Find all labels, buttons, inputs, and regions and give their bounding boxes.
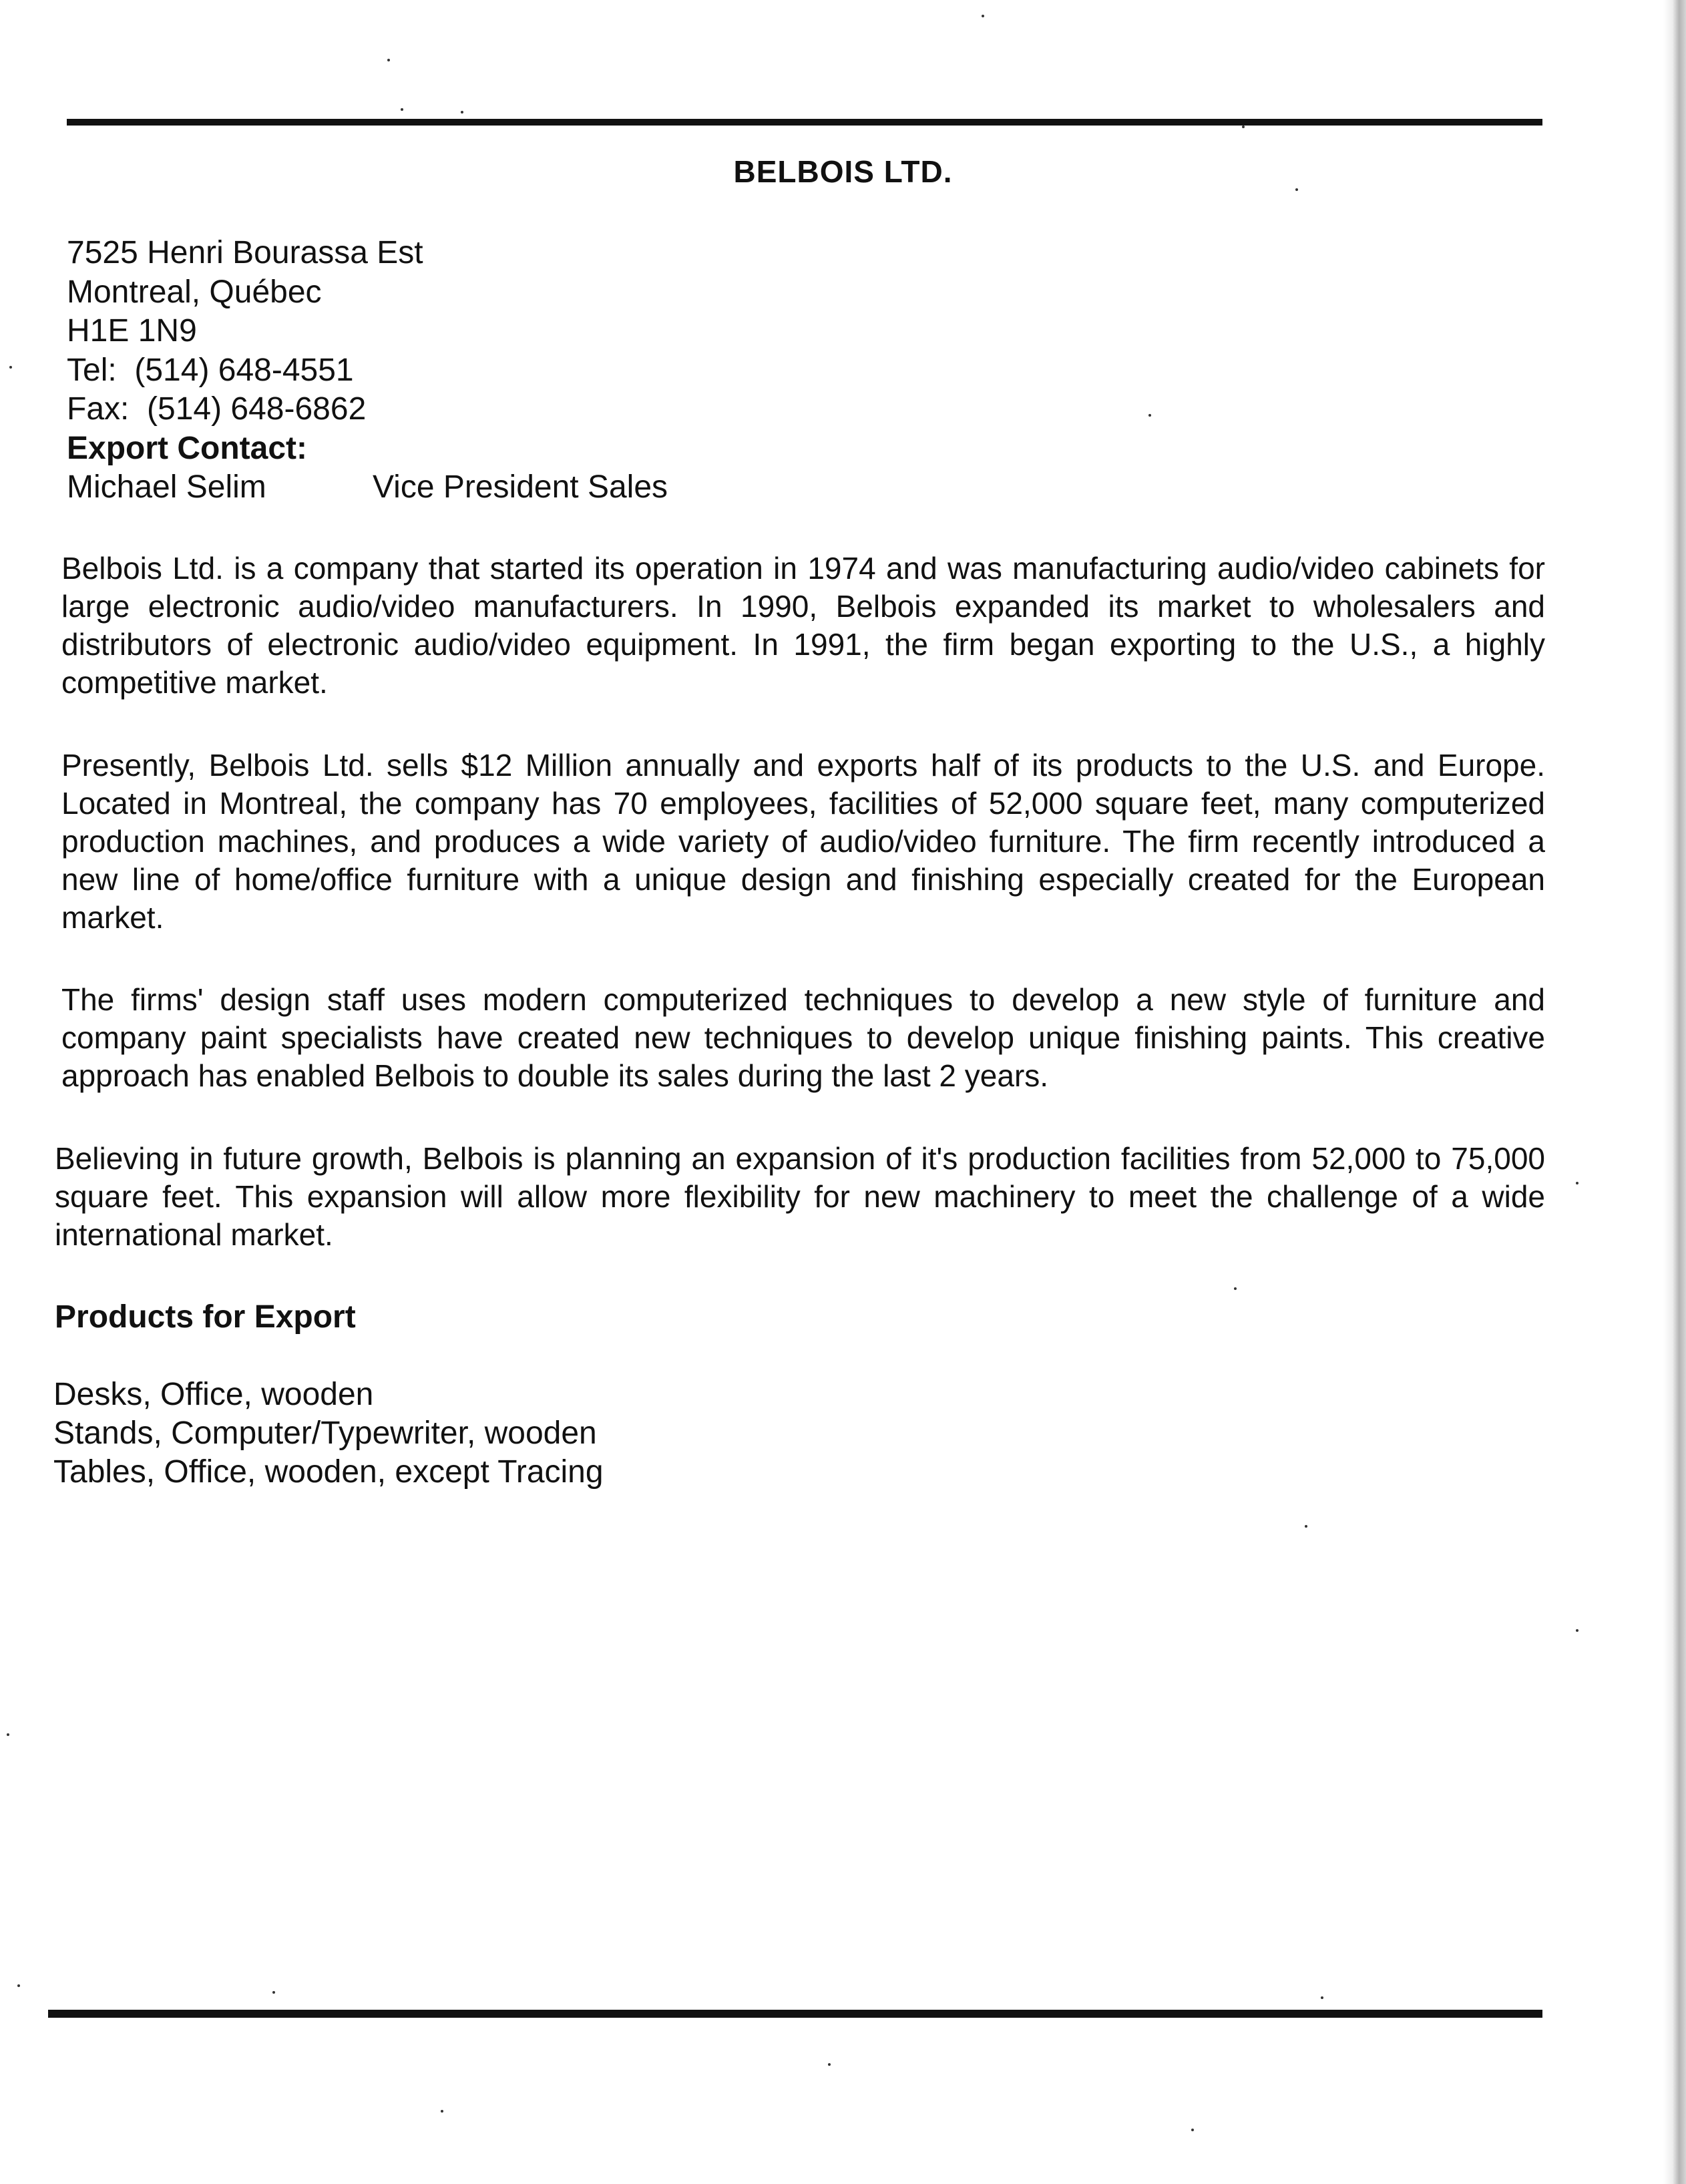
- scan-speck: [17, 1984, 20, 1987]
- scan-speck: [1148, 414, 1151, 417]
- contact-title: Vice President Sales: [373, 469, 668, 505]
- company-name: BELBOIS LTD.: [733, 154, 953, 189]
- products-heading: Products for Export: [55, 1299, 356, 1335]
- export-contact-heading: Export Contact:: [67, 430, 307, 466]
- products-list: [53, 1375, 604, 1492]
- scan-speck: [401, 108, 403, 111]
- paragraph-present: Presently, Belbois Ltd. sells $12 Million annually and exports half of its products to the U.S. and Europe. Located in Montreal, the company has 70 employees, facilities of 52,000 square feet, many computerized production machines, and produces a wide variety of audio/video furniture. The firm recently introduced a new line of home/office furniture with a unique design and finishing especially created for the European market.: [61, 748, 1545, 935]
- scan-speck: [387, 59, 390, 61]
- export-contact-row: [67, 468, 668, 507]
- list-item: Tables, Office, wooden, except Tracing: [53, 1454, 604, 1490]
- list-item: Desks, Office, wooden: [53, 1377, 374, 1412]
- scan-speck: [828, 2063, 831, 2066]
- list-item: Stands, Computer/Typewriter, wooden: [53, 1415, 597, 1451]
- street-address: 7525 Henri Bourassa Est: [67, 235, 423, 270]
- telephone: Tel: (514) 648-4551: [67, 352, 354, 388]
- city-province: Montreal, Québec: [67, 274, 322, 310]
- scan-speck: [1576, 1629, 1578, 1632]
- scan-speck: [982, 15, 984, 17]
- scan-speck: [441, 2110, 443, 2113]
- postal-code: H1E 1N9: [67, 313, 197, 349]
- scan-speck: [9, 366, 12, 369]
- scan-speck: [1305, 1525, 1307, 1528]
- scan-speck: [7, 1733, 9, 1736]
- scan-speck: [1242, 126, 1245, 128]
- scan-speck: [1234, 1287, 1237, 1290]
- fax: Fax: (514) 648-6862: [67, 391, 367, 427]
- scan-speck: [1191, 2129, 1194, 2131]
- paragraph-design: The firms' design staff uses modern computerized techniques to develop a new style of furniture and company paint specialists have created new techniques to develop unique finishing paints. This creative approach has enabled Belbois to double its sales during the last 2 years.: [61, 982, 1545, 1093]
- paragraph-history: Belbois Ltd. is a company that started its operation in 1974 and was manufacturing audio/video cabinets for large electronic audio/video manufacturers. In 1990, Belbois expanded its market to wholesalers and distributors of electronic audio/video equipment. In 1991, the firm began exporting to the U.S., a highly competitive market.: [61, 551, 1545, 700]
- contact-name: Michael Selim: [67, 469, 266, 505]
- scan-edge-shadow: [1663, 0, 1686, 2184]
- scan-speck: [461, 111, 463, 114]
- address-block: [67, 234, 668, 507]
- scan-speck: [1295, 188, 1298, 191]
- bottom-rule: [48, 2010, 1542, 2018]
- scan-speck: [1576, 1182, 1578, 1184]
- top-rule: [67, 119, 1542, 126]
- scan-speck: [1321, 1996, 1323, 1999]
- scan-speck: [272, 1991, 275, 1994]
- paragraph-growth: Believing in future growth, Belbois is planning an expansion of it's production facilities from 52,000 to 75,000 square feet. This expansion will allow more flexibility for new machinery to meet the challenge of a wide international market.: [55, 1141, 1545, 1252]
